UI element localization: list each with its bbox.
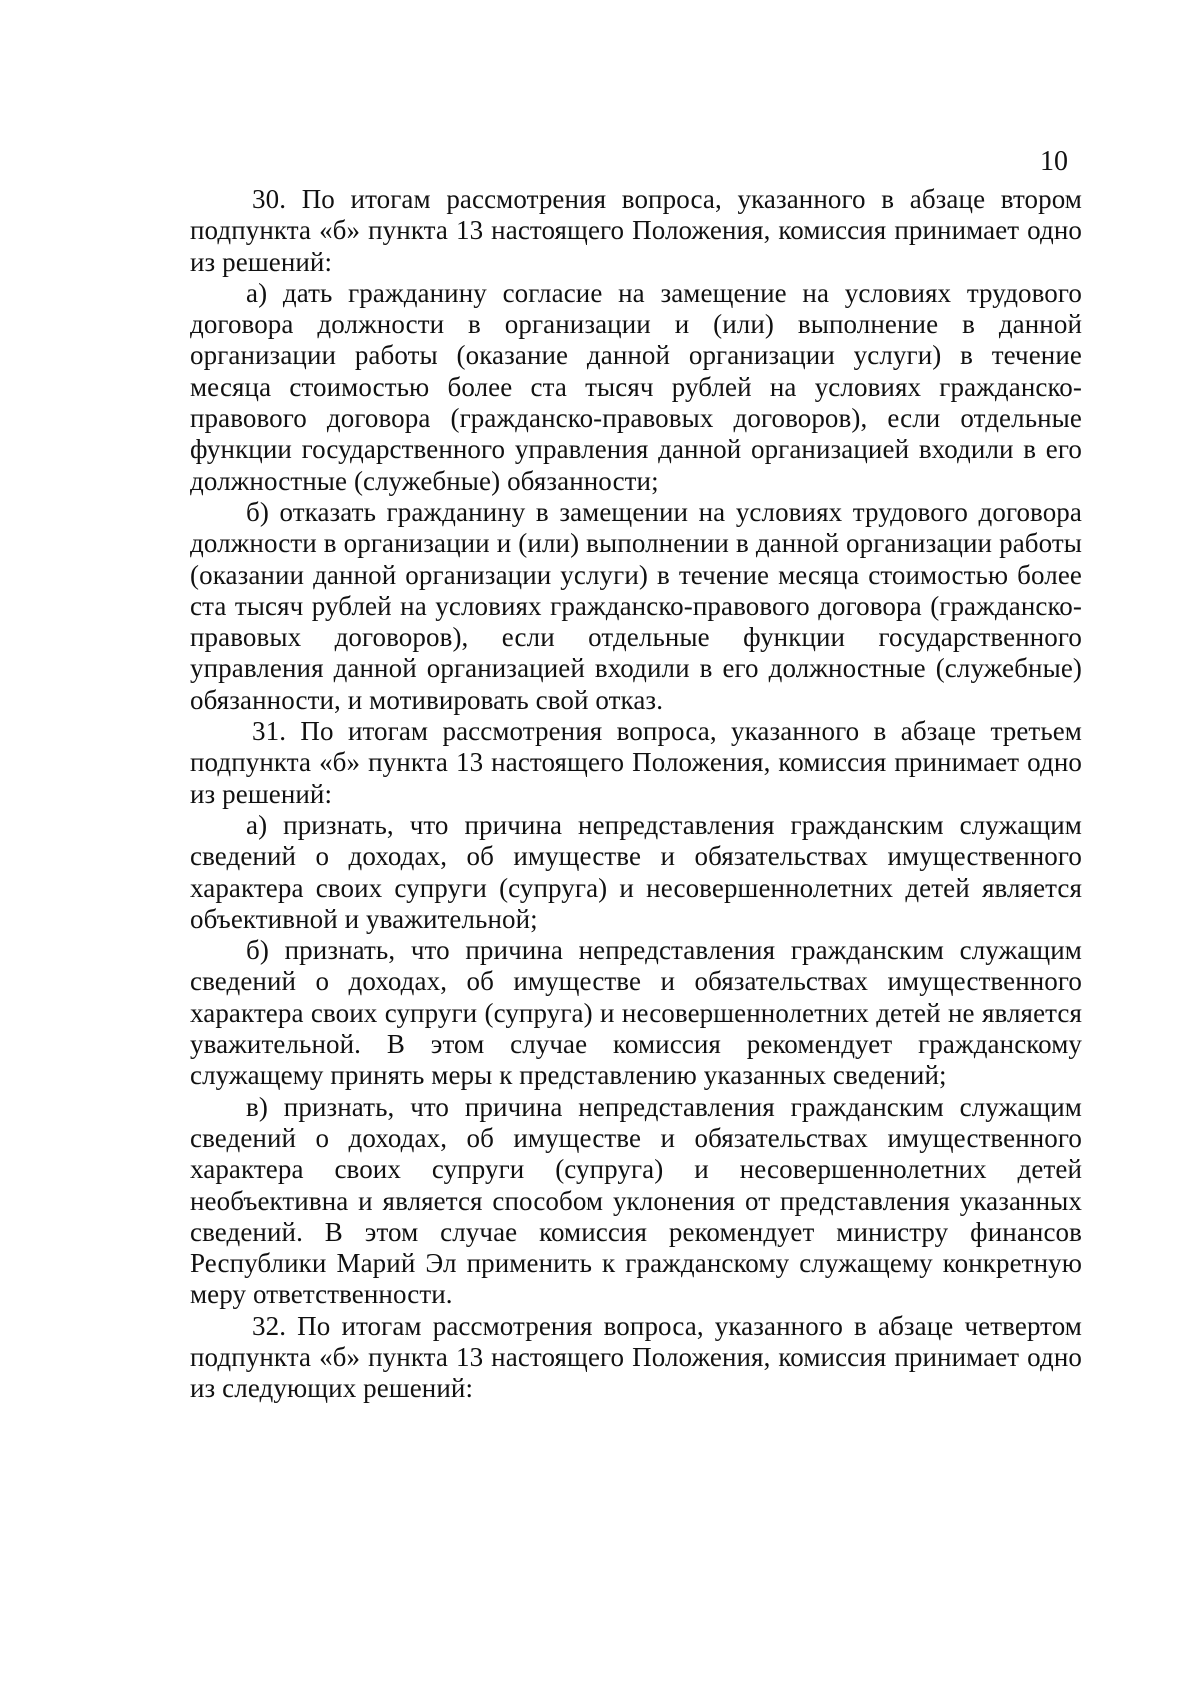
paragraph-30-b: б) отказать гражданину в замещении на условиях трудового договора должности в организации и (или) выполнении в данной организации работы (оказании данной организации услуги) в течение месяца стоимостью более ста тысяч рублей на условиях гражданско-правового договора (гражданско-правовых договоров), если отдельные функции государственного управления данной организацией входили в его должностные (служебные) обязанности, и мотивировать свой отказ. [190,496,1082,715]
paragraph-31-b: б) признать, что причина непредставления гражданским служащим сведений о доходах, об имуществе и обязательствах имущественного характера своих супруги (супруга) и несовершеннолетних детей не является уважительной. В этом случае комиссия рекомендует гражданскому служащему принять меры к представлению указанных сведений; [190,935,1082,1091]
paragraph-30: 30. По итогам рассмотрения вопроса, указанного в абзаце втором подпункта «б» пункта 13 настоящего Положения, комиссия принимает одно из решений: [190,184,1082,277]
paragraph-31-v: в) признать, что причина непредставления гражданским служащим сведений о доходах, об имуществе и обязательствах имущественного характера своих супруги (супруга) и несовершеннолетних детей необъективна и является способом уклонения от представления указанных сведений. В этом случае комиссия рекомендует министру финансов Республики Марий Эл применить к гражданскому служащему конкретную меру ответственности. [190,1091,1082,1310]
paragraph-31: 31. По итогам рассмотрения вопроса, указанного в абзаце третьем подпункта «б» пункта 13 настоящего Положения, комиссия принимает одно из решений: [190,716,1082,809]
paragraph-31-a: а) признать, что причина непредставления гражданским служащим сведений о доходах, об имуществе и обязательствах имущественного характера своих супруги (супруга) и несовершеннолетних детей является объективной и уважительной; [190,809,1082,934]
paragraph-32: 32. По итогам рассмотрения вопроса, указанного в абзаце четвертом подпункта «б» пункта 13 настоящего Положения, комиссия принимает одно из следующих решений: [190,1310,1082,1404]
page-number: 10 [1040,146,1068,177]
paragraph-30-a: а) дать гражданину согласие на замещение на условиях трудового договора должности в организации и (или) выполнение в данной организации работы (оказание данной организации услуги) в течение месяца стоимостью более ста тысяч рублей на условиях гражданско-правового договора (гражданско-правовых договоров), если отдельные функции государственного управления данной организацией входили в его должностные (служебные) обязанности; [190,277,1082,496]
document-body [190,184,1082,1405]
